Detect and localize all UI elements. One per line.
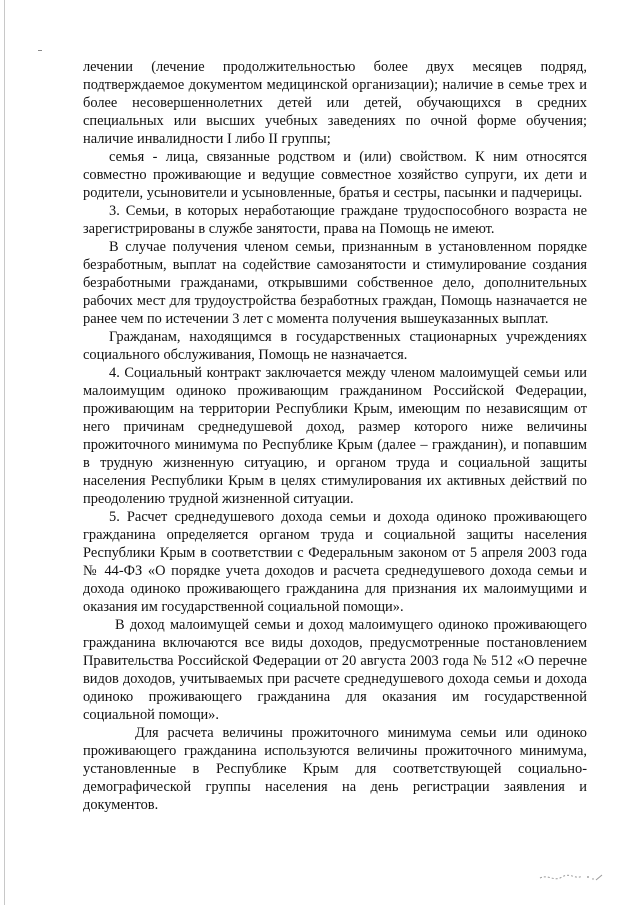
paragraph-unemployed-payments: В случае получения членом семьи, признанным в установленном порядке безработным, выплат на содействие самозанятости и стимулирование создания безработными гражданами, открывшими собственное дело, дополнительных рабочих мест для трудоустройства безработных граждан, Помощь назначается не ранее чем по истечении 3 лет с момента получения вышеуказанных выплат. — [83, 239, 587, 327]
paragraph-section-3: 3. Семьи, в которых неработающие граждане трудоспособного возраста не зарегистрированы в службе занятости, права на Помощь не имеют. — [83, 203, 587, 237]
paragraph-income-types: В доход малоимущей семьи и доход малоимущего одиноко проживающего гражданина включаются все виды доходов, предусмотренные постановлением Правительства Российской Федерации от 20 августа 2003 года № 512 «О перечне видов доходов, учитываемых при расчете среднедушевого дохода семьи и дохода одиноко проживающего гражданина для оказания им государственной социальной помощи». — [83, 617, 587, 723]
paragraph-family-definition: семья - лица, связанные родством и (или) свойством. К ним относятся совместно проживающие и ведущие совместное хозяйство супруги, их дети и родители, усыновители и усыновленные, братья и сестры, пасынки и падчерицы. — [83, 149, 587, 201]
paragraph-subsistence-minimum: Для расчета величины прожиточного минимума семьи или одиноко проживающего гражданина используются величины прожиточного минимума, установленные в Республике Крым для соответствующей социально-демографической группы населения на день регистрации заявления и документов. — [83, 725, 587, 813]
document-body — [83, 58, 587, 814]
paragraph-continuation: лечении (лечение продолжительностью более двух месяцев подряд, подтверждаемое документом медицинской организации); наличие в семье трех и более несовершеннолетних детей или детей, обучающихся в средних специальных или высших учебных заведениях по очной форме обучения; наличие инвалидности I либо II группы; — [83, 59, 587, 147]
paragraph-state-institutions: Гражданам, находящимся в государственных стационарных учреждениях социального обслуживания, Помощь не назначается. — [83, 329, 587, 363]
paragraph-section-4: 4. Социальный контракт заключается между членом малоимущей семьи или малоимущим одиноко проживающим гражданином Российской Федерации, проживающим на территории Республики Крым, имеющим по независящим от него причинам среднедушевой доход, размер которого ниже величины прожиточного минимума по Республике Крым (далее – гражданин), и попавшим в трудную жизненную ситуацию, и органом труда и социальной защиты населения Республики Крым в целях стимулирования их активных действий по преодолению трудной жизненной ситуации. — [83, 365, 587, 507]
scan-smudge-mark — [536, 868, 606, 888]
scan-speck — [38, 50, 42, 51]
paragraph-section-5: 5. Расчет среднедушевого дохода семьи и дохода одиноко проживающего гражданина определяется органом труда и социальной защиты населения Республики Крым в соответствии с Федеральным законом от 5 апреля 2003 года № 44-ФЗ «О порядке учета доходов и расчета среднедушевого дохода семьи и дохода одиноко проживающего гражданина для признания их малоимущими и оказания им государственной социальной помощи». — [83, 509, 587, 615]
scan-edge-line — [4, 0, 5, 905]
